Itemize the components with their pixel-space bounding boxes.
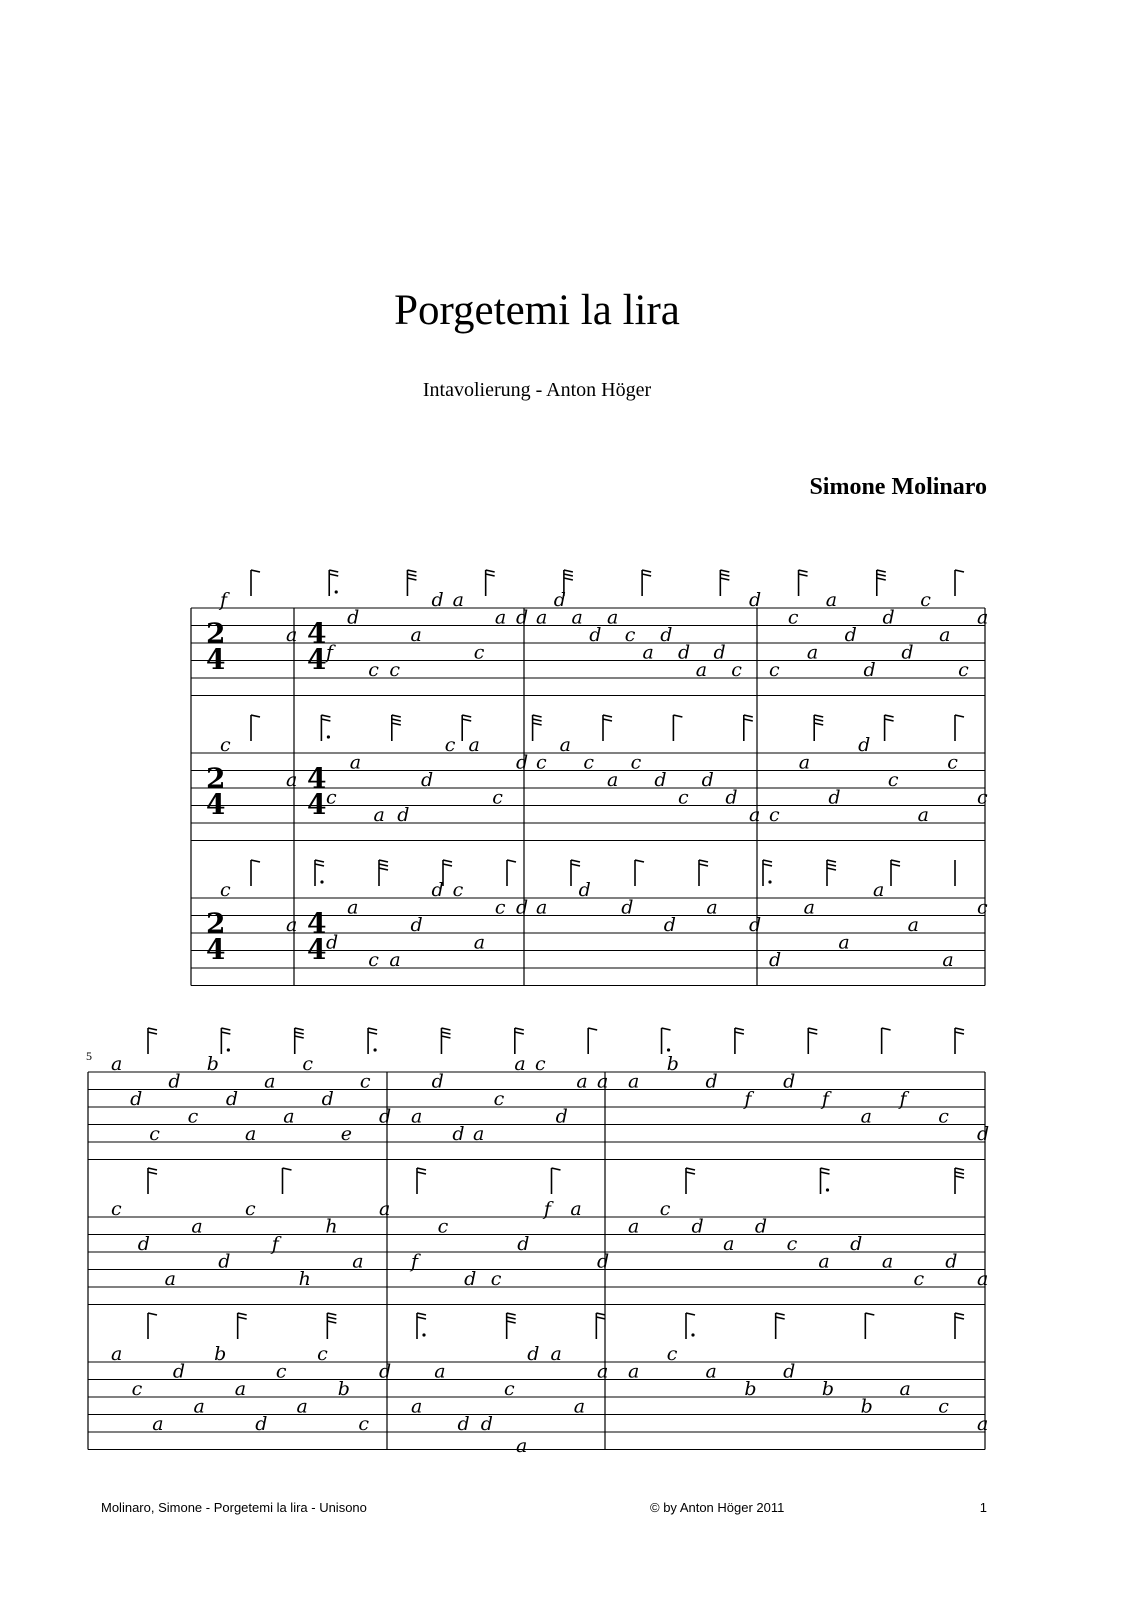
tab-letter: c	[958, 659, 969, 681]
rhythm-flag	[699, 860, 708, 886]
tab-letter: d	[783, 1360, 796, 1383]
rhythm-flag	[221, 1028, 230, 1054]
tab-letter: a	[798, 751, 811, 774]
tab-letter: f	[271, 1233, 279, 1255]
tab-letter: a	[379, 1198, 391, 1220]
tab-letter: a	[917, 804, 929, 826]
tab-letter: d	[255, 1413, 268, 1435]
tab-letter: d	[516, 751, 529, 774]
tab-letter: d	[347, 606, 360, 629]
tab-letter: d	[863, 659, 876, 681]
tab-letter: a	[695, 659, 708, 681]
rhythm-flag	[735, 1028, 744, 1054]
tab-letter: c	[368, 659, 379, 681]
tab-letter: e	[340, 1123, 352, 1145]
composer-name: Simone Molinaro	[809, 474, 987, 500]
rhythm-flag	[533, 715, 542, 741]
tab-letter: c	[358, 1413, 370, 1435]
tab-letter: a	[468, 734, 480, 756]
time-sig-top: 2	[206, 907, 226, 940]
tab-letter: c	[977, 896, 988, 919]
tab-letter: a	[571, 606, 583, 629]
tab-letter: a	[899, 1378, 911, 1400]
rhythm-flag	[552, 1168, 561, 1194]
tab-letter: b	[744, 1378, 757, 1400]
rhythm-flag	[799, 570, 808, 596]
tab-letter: a	[977, 1268, 989, 1290]
tab-letter: f	[220, 589, 228, 611]
tab-letter: a	[570, 1198, 582, 1220]
rhythm-flag	[507, 1313, 516, 1339]
rhythm-flag	[686, 1313, 695, 1339]
tab-letter: a	[234, 1378, 247, 1400]
tab-letter: a	[628, 1360, 640, 1383]
tab-letter: c	[149, 1123, 160, 1145]
tab-letter: d	[379, 1105, 392, 1128]
tab-letter: d	[130, 1088, 143, 1110]
tab-letter: d	[464, 1268, 477, 1290]
rhythm-flag	[251, 715, 260, 741]
tab-letter: h	[298, 1268, 311, 1290]
rhythm-flag	[686, 1168, 695, 1194]
tab-letter: a	[347, 896, 359, 919]
tab-letter: a	[264, 1070, 276, 1093]
rhythm-flag	[515, 1028, 524, 1054]
tab-letter: a	[628, 1215, 640, 1238]
rhythm-flag	[744, 715, 753, 741]
tab-letter: c	[769, 659, 780, 681]
tab-letter: d	[326, 931, 339, 954]
rhythm-flag	[596, 1313, 605, 1339]
rhythm-flag	[891, 860, 900, 886]
rhythm-flag	[443, 860, 452, 886]
tab-letter: a	[607, 606, 619, 629]
tab-letter: d	[137, 1233, 150, 1255]
tab-letter: c	[437, 1215, 449, 1238]
rhythm-flag	[635, 860, 644, 886]
rhythm-flag	[642, 570, 651, 596]
tab-letter: c	[220, 879, 231, 901]
tab-letter: c	[678, 786, 689, 809]
tab-letter: a	[286, 624, 298, 646]
tab-letter: d	[431, 879, 444, 901]
tab-letter: c	[187, 1105, 199, 1128]
tab-letter: d	[431, 589, 444, 611]
tab-letter: d	[754, 1215, 768, 1238]
time-sig-top: 2	[206, 617, 226, 650]
rhythm-flag	[882, 1028, 891, 1054]
tab-letter: d	[410, 914, 423, 936]
tab-letter: d	[660, 624, 673, 646]
tab-letter: d	[945, 1250, 958, 1273]
tab-letter: d	[517, 1233, 530, 1255]
tab-letter: a	[411, 1395, 423, 1418]
tab-letter: a	[352, 1250, 364, 1273]
tab-letter: a	[977, 1413, 989, 1435]
tab-letter: a	[559, 734, 571, 756]
time-signature-4-4	[307, 617, 326, 966]
tab-letter: c	[938, 1105, 949, 1128]
rhythm-flag	[407, 570, 416, 596]
tab-letter: c	[317, 1343, 328, 1365]
tab-letter: f	[744, 1088, 752, 1110]
rhythm-flag	[955, 1168, 964, 1194]
tab-letter: c	[493, 1088, 505, 1110]
rhythm-flag	[827, 860, 836, 886]
tab-letter: a	[628, 1070, 640, 1093]
tab-letter: b	[860, 1395, 873, 1418]
tab-letter: d	[480, 1413, 493, 1435]
tab-letter: a	[473, 931, 486, 954]
rhythm-flag	[955, 570, 964, 596]
tab-letter: b	[821, 1378, 835, 1400]
tab-letter: a	[111, 1053, 123, 1075]
tab-letter: c	[504, 1378, 515, 1400]
rhythm-flag	[814, 715, 823, 741]
tab-letter: c	[389, 659, 400, 681]
time-sig-bottom: 4	[307, 933, 327, 966]
tab-letter: a	[723, 1233, 735, 1255]
tab-letter: c	[787, 606, 799, 629]
footer-copyright: © by Anton Höger 2011	[650, 1500, 785, 1515]
tab-letter: d	[977, 1123, 990, 1145]
rhythm-flag	[417, 1168, 426, 1194]
tab-letter: a	[410, 624, 422, 646]
tab-letter: f	[411, 1250, 419, 1273]
tab-letter: d	[901, 641, 914, 664]
time-sig-bottom: 4	[307, 643, 327, 676]
tab-letter: c	[583, 751, 594, 774]
tab-letter: a	[597, 1070, 609, 1093]
tab-letter: a	[550, 1343, 562, 1365]
rhythm-flag	[295, 1028, 304, 1054]
rhythm-flag	[148, 1028, 157, 1054]
rhythm-flag	[321, 715, 330, 741]
tab-letter: c	[359, 1070, 371, 1093]
page-number: 1	[979, 1500, 987, 1515]
rhythm-flag	[885, 715, 894, 741]
tab-letter: d	[168, 1070, 181, 1093]
rhythm-flag	[603, 715, 612, 741]
tab-letter: d	[457, 1413, 470, 1435]
tab-letter: a	[705, 1360, 717, 1383]
tab-letter: d	[663, 914, 676, 936]
tab-letter: h	[325, 1215, 338, 1238]
rhythm-flag	[368, 1028, 377, 1054]
tab-letter: f	[326, 641, 334, 664]
rhythm-flag	[417, 1313, 426, 1339]
tab-letter: c	[326, 786, 337, 809]
tab-letter: a	[452, 589, 464, 611]
tab-letter: d	[321, 1088, 334, 1110]
tab-letter: d	[516, 896, 529, 919]
rhythm-flag	[251, 570, 260, 596]
tab-letter: d	[749, 914, 762, 936]
tab-letter: c	[452, 879, 464, 901]
tab-letter: d	[225, 1088, 239, 1110]
rhythm-flags	[148, 570, 964, 1339]
time-sig-top: 2	[206, 762, 226, 795]
tab-letter: c	[444, 734, 456, 756]
tab-letter: f	[899, 1088, 907, 1110]
tab-letter: c	[786, 1233, 798, 1255]
rhythm-flag	[329, 570, 338, 596]
rhythm-flag	[148, 1168, 157, 1194]
time-sig-top: 4	[307, 762, 327, 795]
time-sig-bottom: 4	[206, 643, 226, 676]
tab-letter: b	[214, 1343, 227, 1365]
rhythm-flag	[808, 1028, 817, 1054]
tab-letter: c	[947, 751, 958, 774]
time-sig-top: 4	[307, 907, 327, 940]
tab-letter: c	[659, 1198, 671, 1220]
rhythm-flag	[763, 860, 772, 886]
tab-letter: d	[705, 1070, 718, 1093]
tab-letter: a	[514, 1053, 526, 1075]
rhythm-flag	[955, 1313, 964, 1339]
rhythm-flag	[392, 715, 401, 741]
tab-letter: d	[783, 1070, 796, 1093]
tab-letter: d	[589, 624, 602, 646]
tab-letter: a	[536, 896, 548, 919]
tab-letter: a	[286, 914, 298, 936]
tab-letter: a	[818, 1250, 830, 1273]
tab-letter: d	[844, 624, 857, 646]
rhythm-flag	[148, 1313, 157, 1339]
tab-letter: a	[152, 1413, 164, 1435]
tab-letter: a	[573, 1395, 586, 1418]
tab-letter: a	[942, 949, 954, 971]
tab-letter: a	[191, 1215, 203, 1238]
tab-letter: c	[536, 751, 547, 774]
tab-letter: c	[920, 589, 931, 611]
tab-letter: a	[806, 641, 819, 664]
tab-letter: a	[286, 769, 298, 791]
tab-letter: c	[275, 1360, 287, 1383]
tab-letter: d	[397, 804, 410, 826]
tab-letter: a	[536, 606, 548, 629]
tab-letter: c	[245, 1198, 256, 1220]
tab-letter: c	[913, 1268, 925, 1290]
tab-letter: a	[939, 624, 951, 646]
tab-letter: a	[881, 1250, 894, 1273]
rhythm-flag	[441, 1028, 450, 1054]
tab-letter: c	[494, 896, 506, 919]
time-sig-bottom: 4	[206, 933, 226, 966]
tab-letter: a	[434, 1360, 446, 1383]
rhythm-flag	[315, 860, 324, 886]
tab-letter: d	[431, 1070, 444, 1093]
tab-letter: b	[337, 1378, 350, 1400]
tab-letter: b	[666, 1053, 679, 1075]
tab-letter-below-staff: a	[516, 1435, 528, 1457]
tab-letter: a	[283, 1105, 295, 1128]
tab-letter: a	[607, 769, 619, 791]
tab-letter: a	[706, 896, 718, 919]
tab-letter: d	[858, 734, 871, 756]
tab-letter: b	[206, 1053, 219, 1075]
tab-letter: c	[131, 1378, 143, 1400]
page-subtitle: Intavolierung - Anton Höger	[422, 379, 652, 401]
rhythm-flag	[486, 570, 495, 596]
tab-letter: d	[172, 1360, 186, 1383]
page-title: Porgetemi la lira	[394, 287, 680, 334]
rhythm-flag	[776, 1313, 785, 1339]
tab-letter: d	[578, 879, 591, 901]
tab-letter: d	[850, 1233, 863, 1255]
footer-left: Molinaro, Simone - Porgetemi la lira - Unisono	[101, 1500, 367, 1515]
time-signature-2-4	[206, 617, 225, 966]
tab-letter: d	[749, 589, 762, 611]
tab-letter: c	[977, 786, 988, 809]
tab-letter: c	[492, 786, 503, 809]
rhythm-flag	[283, 1168, 292, 1194]
time-sig-bottom: 4	[307, 788, 327, 821]
rhythm-flag	[507, 860, 516, 886]
time-sig-bottom: 4	[206, 788, 226, 821]
tab-letter: a	[111, 1343, 123, 1365]
tab-letter: d	[421, 769, 434, 791]
tab-letter: a	[389, 949, 401, 971]
tab-letter: d	[597, 1250, 610, 1273]
tab-letter: c	[666, 1343, 678, 1365]
tab-letter: d	[701, 769, 714, 791]
tab-letter: d	[379, 1360, 392, 1383]
rhythm-flag	[379, 860, 388, 886]
tab-letter: f	[543, 1198, 551, 1220]
tab-letter: c	[368, 949, 379, 971]
tab-letter: d	[516, 606, 529, 629]
tab-letter: c	[624, 624, 636, 646]
tab-letter: d	[555, 1105, 568, 1128]
tab-letter: d	[218, 1250, 231, 1273]
rhythm-flag	[821, 1168, 830, 1194]
tab-letter: d	[452, 1123, 465, 1145]
tab-letter: a	[803, 896, 815, 919]
tab-letter: d	[553, 589, 566, 611]
tab-letter: d	[654, 769, 667, 791]
rhythm-flag	[327, 1313, 336, 1339]
rhythm-flag	[865, 1313, 874, 1339]
tab-letter: c	[490, 1268, 502, 1290]
tab-letter: c	[731, 659, 742, 681]
tab-letter: a	[873, 879, 885, 901]
tab-letter: a	[473, 1123, 485, 1145]
tab-letter: a	[373, 804, 385, 826]
tab-letter: c	[220, 734, 231, 756]
rhythm-flag	[238, 1313, 247, 1339]
rhythm-flag	[588, 1028, 597, 1054]
tab-letter: a	[349, 751, 362, 774]
tab-letter: d	[769, 949, 782, 971]
tab-letter: d	[882, 606, 895, 629]
rhythm-flag	[955, 715, 964, 741]
tab-letter: a	[642, 641, 654, 664]
tab-letter: a	[825, 589, 838, 611]
tab-letter: c	[111, 1198, 122, 1220]
tab-letter: d	[828, 786, 841, 809]
tab-letter: a	[860, 1105, 872, 1128]
rhythm-flag	[720, 570, 729, 596]
tab-letter: a	[838, 931, 850, 954]
rhythm-flag	[955, 1028, 964, 1054]
rhythm-flag	[662, 1028, 671, 1054]
rhythm-flag	[251, 860, 260, 886]
tab-letter: f	[821, 1088, 829, 1110]
tab-letter: a	[164, 1268, 176, 1290]
tab-letter: a	[245, 1123, 257, 1145]
tab-letter: a	[576, 1070, 588, 1093]
tab-letter: a	[193, 1395, 205, 1418]
tab-letter: c	[887, 769, 899, 791]
tab-letter: a	[977, 606, 989, 629]
tab-letter: d	[678, 641, 691, 664]
tab-letter: c	[769, 804, 780, 826]
tab-letter: d	[621, 896, 634, 919]
tab-letter: a	[749, 804, 761, 826]
measure-number: 5	[86, 1049, 92, 1063]
tab-letter: d	[691, 1215, 704, 1238]
tab-letter: a	[296, 1395, 308, 1418]
tab-letter: d	[527, 1343, 540, 1365]
tab-letter: d	[713, 641, 726, 664]
tab-letter: d	[725, 786, 738, 809]
time-sig-top: 4	[307, 617, 327, 650]
tab-letter: c	[535, 1053, 546, 1075]
tab-letters	[111, 589, 989, 1435]
tab-letter: c	[473, 641, 485, 664]
tab-letter: a	[907, 914, 919, 936]
rhythm-flag	[877, 570, 886, 596]
tab-letter: a	[597, 1360, 609, 1383]
tab-letter: c	[630, 751, 642, 774]
tab-letter: a	[494, 606, 507, 629]
tab-letter: c	[302, 1053, 314, 1075]
tab-letter: c	[938, 1395, 949, 1418]
tab-letter: a	[411, 1105, 423, 1128]
rhythm-flag	[673, 715, 682, 741]
